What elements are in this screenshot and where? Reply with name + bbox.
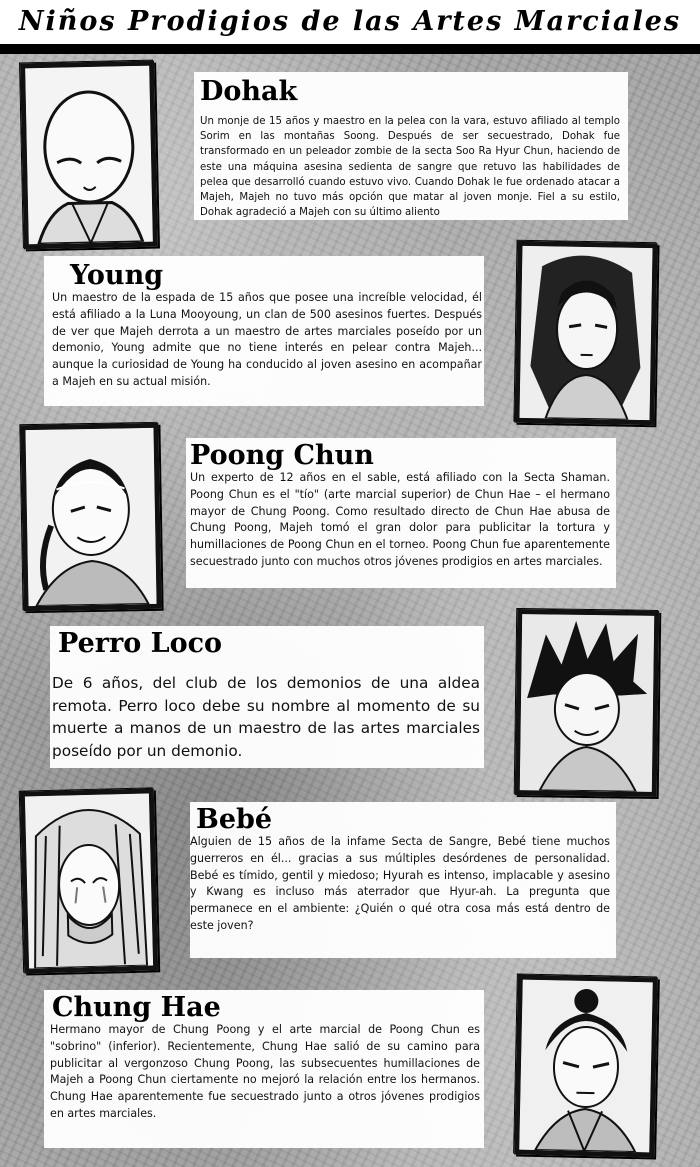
character-description: Un maestro de la espada de 15 años que posee una increíble velocidad, él está afiliado a la Luna Mooyoung, un clan de 500 asesinos fuertes. Después de ver que Majeh derrota a un maestro de artes marciales poseído por un demonio, Young admite que no tiene interés en pelear contra Majeh... aunque la curiosidad de Young ha conducido al joven asesino en acompañar a Majeh en su actual misión.	[52, 291, 482, 388]
spiky-hair-boy-portrait-icon	[520, 614, 654, 792]
topknot-youth-portrait-icon	[519, 980, 653, 1153]
braided-boy-portrait-icon	[25, 428, 156, 606]
portrait-poong-chun	[20, 423, 161, 611]
crying-long-hair-portrait-icon	[25, 794, 153, 969]
portrait-chung-hae	[514, 975, 658, 1158]
portrait-young	[514, 241, 657, 425]
character-name: Bebé	[196, 804, 273, 835]
character-description: Un experto de 12 años en el sable, está afiliado con la Secta Shaman. Poong Chun es el "tío" (arte marcial superior) de Chun Hae – el hermano mayor de Chung Poong. Como resultado directo de Chun Hae abusa de Chung Poong, Majeh tomó el gran dolor para publicitar la tortura y humillaciones de Poong Chun en el torneo. Poong Chun fue aparentemente secuestrado junto con muchos otros jóvenes prodigios en artes marciales.	[190, 471, 610, 568]
character-description: Alguien de 15 años de la infame Secta de Sangre, Bebé tiene muchos guerreros en él... gracias a sus múltiples desórdenes de personalidad. Bebé es tímido, gentil y miedoso; Hyurah es intenso, implacable y asesino y Kwang es incluso más aterrador que Hyur-ah. La pregunta que permanece en el ambiente: ¿Quién o qué otra cosa más está dentro de este joven?	[190, 835, 610, 932]
portrait-dohak	[20, 61, 158, 250]
character-description: Hermano mayor de Chung Poong y el arte marcial de Poong Chun es "sobrino" (inferior). Recientemente, Chung Hae salió de su camino para publicitar al vergonzoso Chung Poong, las subsecuentes humillaciones de Majeh a Poong Chun ciertamente no mejoró la relación entre los hermanos. Chung Hae aparentemente fue secuestrado junto a otros jóvenes prodigios en artes marciales.	[50, 1023, 480, 1120]
portrait-bebe	[20, 788, 158, 973]
character-name: Perro Loco	[58, 628, 223, 659]
character-description: De 6 años, del club de los demonios de una aldea remota. Perro loco debe su nombre al momento de su muerte a manos de un maestro de las artes marciales poseído por un demonio.	[52, 674, 480, 760]
character-name: Young	[70, 260, 164, 291]
long-hair-swordsman-portrait-icon	[520, 246, 653, 420]
character-name: Poong Chun	[190, 440, 374, 471]
title-bar	[0, 0, 700, 54]
character-name: Chung Hae	[52, 992, 221, 1023]
character-name: Dohak	[200, 76, 298, 107]
portrait-perro-loco	[515, 609, 660, 797]
bald-monk-portrait-icon	[25, 66, 153, 245]
character-description: Un monje de 15 años y maestro en la pelea con la vara, estuvo afiliado al templo Sorim en las montañas Soong. Después de ser secuestrado, Dohak fue transformado en un peleador zombie de la secta Soo Ra Hyur Chun, haciendo de este una máquina asesina sedienta de sangre que retuvo las habilidades de pelea que desarrolló cuando estuvo vivo. Cuando Dohak le fue ordenado atacar a Majeh, Majeh no tuvo más opción que matar al joven monje. Fiel a su estilo, Dohak agradeció a Majeh con su último aliento	[200, 116, 620, 219]
page-title: Niños Prodigios de las Artes Marciales	[18, 6, 682, 37]
